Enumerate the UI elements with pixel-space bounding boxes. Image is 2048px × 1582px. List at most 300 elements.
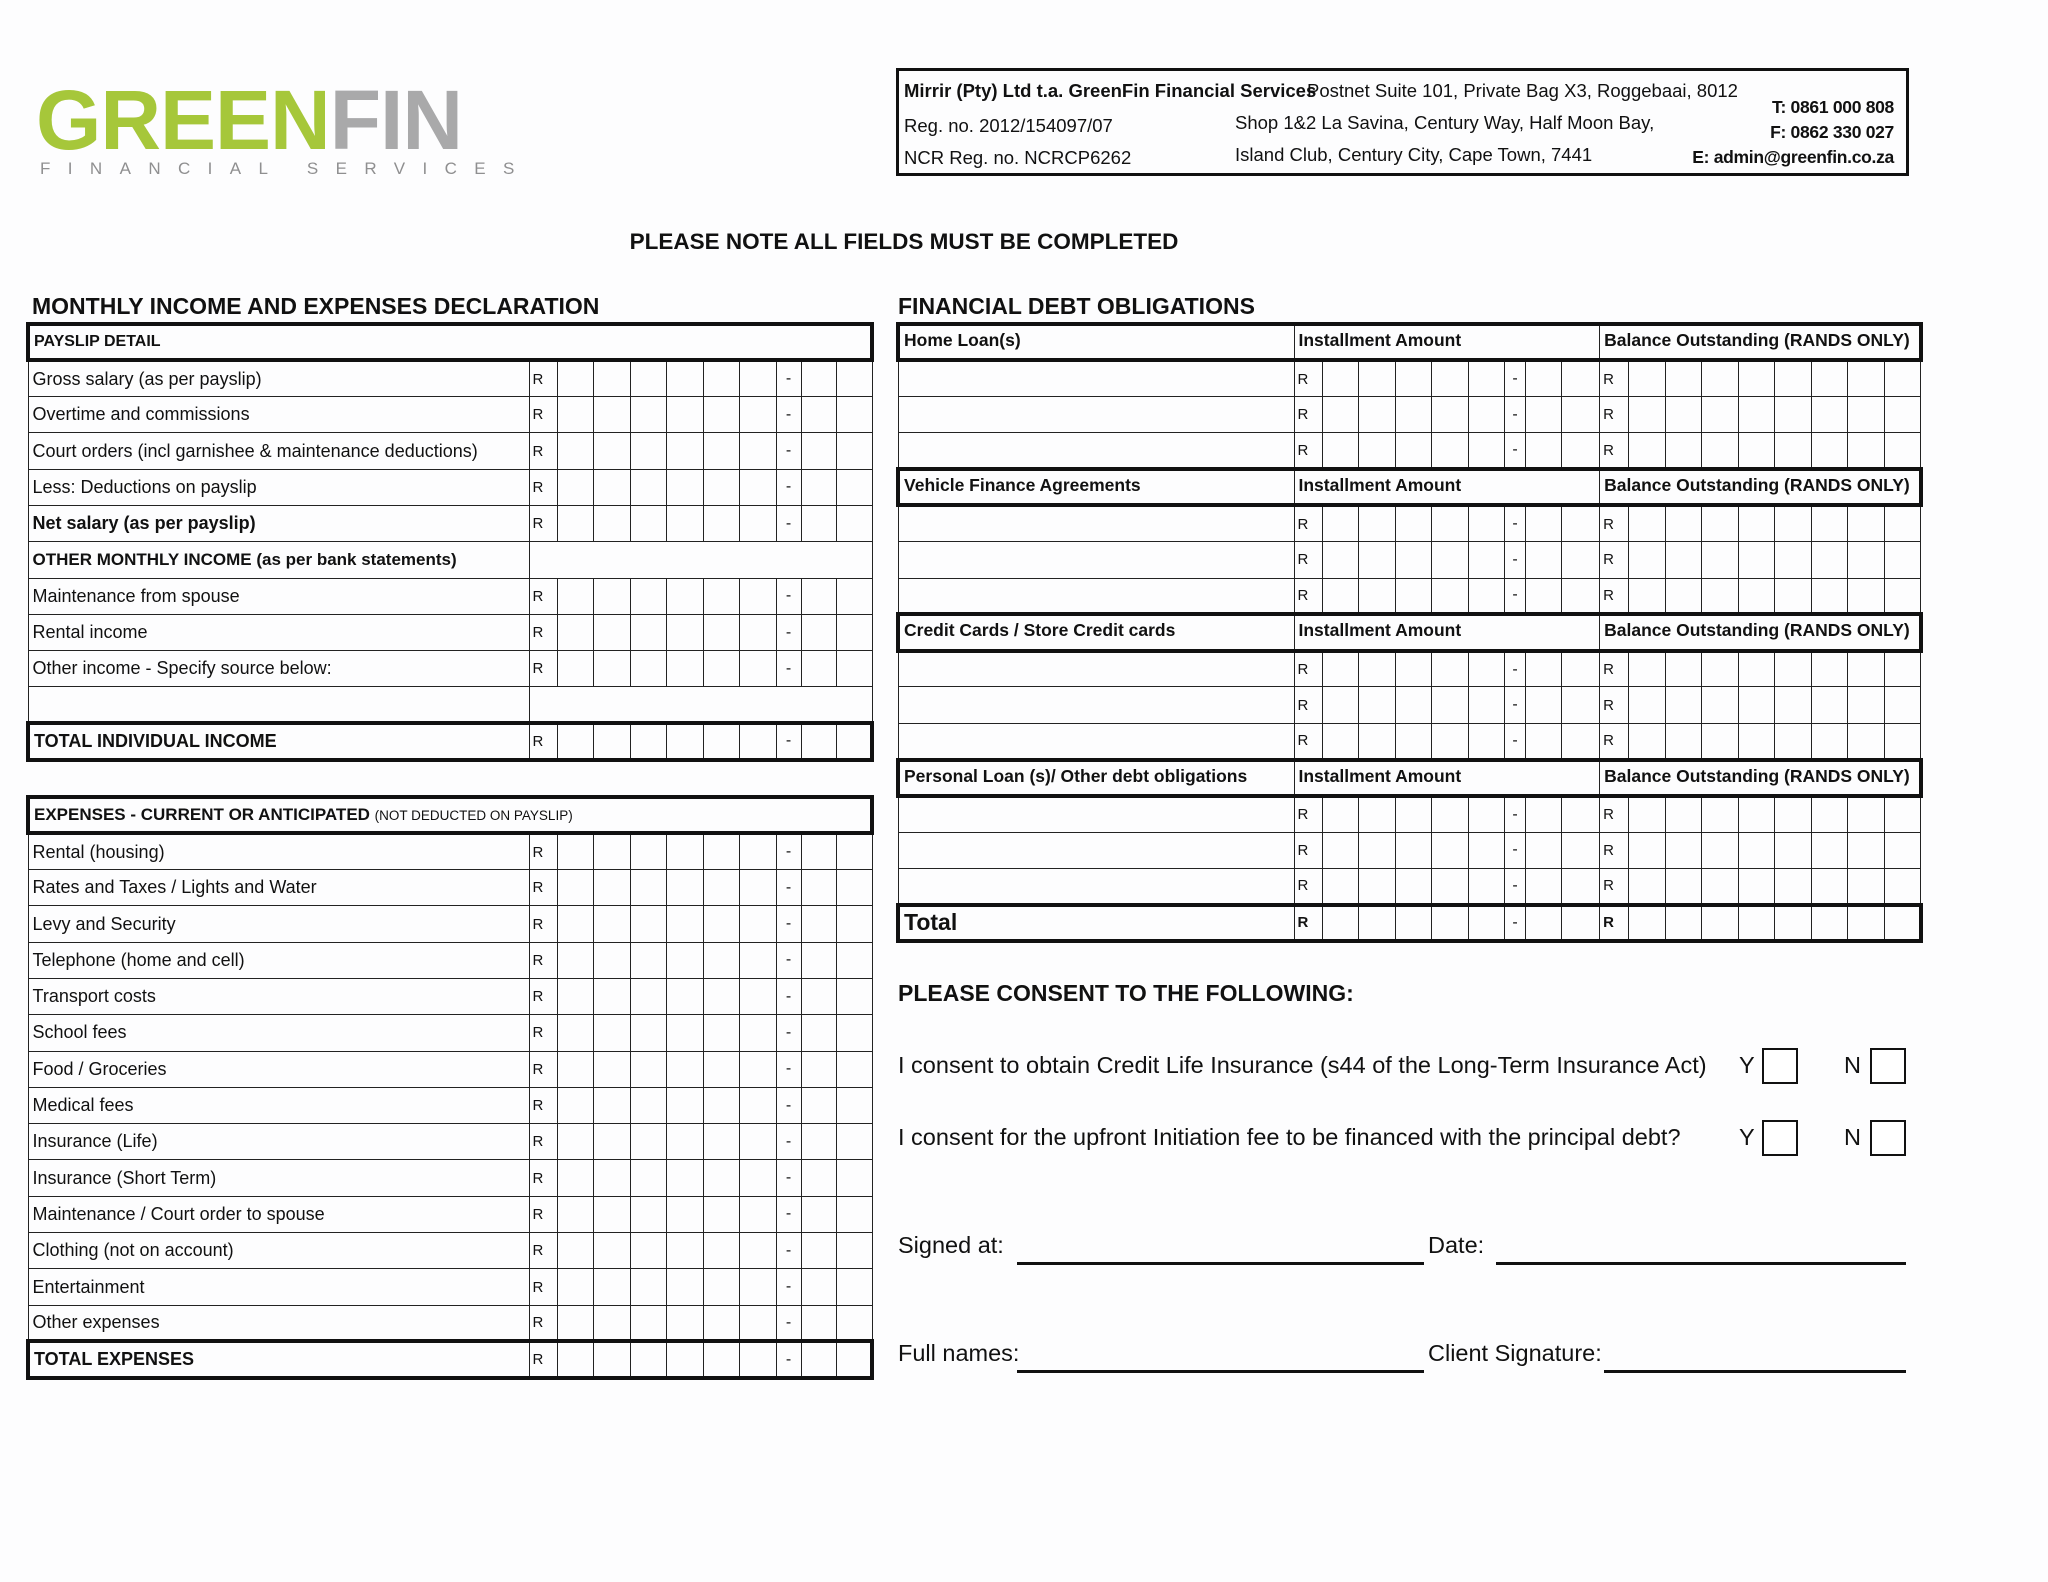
amount-digit-box[interactable] (557, 1305, 594, 1341)
balance-digit-box[interactable] (1738, 687, 1775, 723)
amount-digit-box[interactable] (557, 1015, 594, 1051)
balance-digit-box[interactable] (1775, 505, 1812, 541)
cents-digit-box[interactable] (836, 1269, 872, 1305)
balance-digit-box[interactable] (1811, 542, 1848, 578)
installment-digit-box[interactable] (1432, 723, 1469, 759)
amount-digit-box[interactable] (703, 906, 740, 942)
signed-at-line[interactable] (1017, 1262, 1424, 1265)
balance-digit-box[interactable] (1702, 360, 1739, 396)
balance-digit-box[interactable] (1738, 433, 1775, 469)
amount-digit-box[interactable] (703, 469, 740, 505)
debt-description-field[interactable] (898, 433, 1294, 469)
amount-digit-box[interactable] (740, 1051, 777, 1087)
amount-digit-box[interactable] (557, 578, 594, 614)
balance-digit-box[interactable] (1702, 542, 1739, 578)
consent-2-no-checkbox[interactable] (1870, 1120, 1906, 1156)
amount-digit-box[interactable] (594, 614, 631, 650)
balance-digit-box[interactable] (1665, 433, 1702, 469)
amount-digit-box[interactable] (630, 1124, 667, 1160)
amount-digit-box[interactable] (703, 651, 740, 687)
amount-digit-box[interactable] (740, 578, 777, 614)
amount-digit-box[interactable] (594, 906, 631, 942)
balance-digit-box[interactable] (1811, 687, 1848, 723)
installment-digit-box[interactable] (1432, 687, 1469, 723)
cents-digit-box[interactable] (836, 614, 872, 650)
amount-digit-box[interactable] (594, 833, 631, 869)
amount-digit-box[interactable] (703, 942, 740, 978)
installment-cents-box[interactable] (1562, 578, 1600, 614)
balance-digit-box[interactable] (1665, 397, 1702, 433)
installment-digit-box[interactable] (1432, 360, 1469, 396)
amount-digit-box[interactable] (557, 1196, 594, 1232)
amount-digit-box[interactable] (740, 360, 777, 396)
amount-digit-box[interactable] (667, 1087, 704, 1123)
debt-description-field[interactable] (898, 687, 1294, 723)
amount-digit-box[interactable] (740, 1124, 777, 1160)
installment-digit-box[interactable] (1322, 542, 1359, 578)
amount-digit-box[interactable] (667, 1015, 704, 1051)
amount-digit-box[interactable] (703, 870, 740, 906)
installment-digit-box[interactable] (1322, 578, 1359, 614)
amount-digit-box[interactable] (667, 1160, 704, 1196)
cents-digit-box[interactable] (836, 1015, 872, 1051)
installment-digit-box[interactable] (1359, 651, 1396, 687)
balance-digit-box[interactable] (1811, 433, 1848, 469)
installment-digit-box[interactable] (1468, 505, 1505, 541)
amount-digit-box[interactable] (740, 833, 777, 869)
balance-digit-box[interactable] (1665, 360, 1702, 396)
cents-digit-box[interactable] (801, 614, 836, 650)
amount-digit-box[interactable] (703, 1087, 740, 1123)
balance-digit-box[interactable] (1665, 796, 1702, 832)
balance-digit-box[interactable] (1665, 687, 1702, 723)
installment-digit-box[interactable] (1395, 505, 1432, 541)
installment-digit-box[interactable] (1359, 905, 1396, 941)
amount-digit-box[interactable] (667, 833, 704, 869)
installment-digit-box[interactable] (1322, 687, 1359, 723)
balance-digit-box[interactable] (1775, 687, 1812, 723)
amount-digit-box[interactable] (740, 1305, 777, 1341)
amount-digit-box[interactable] (667, 978, 704, 1014)
balance-digit-box[interactable] (1702, 723, 1739, 759)
installment-cents-box[interactable] (1526, 723, 1562, 759)
amount-digit-box[interactable] (703, 505, 740, 541)
debt-description-field[interactable] (898, 796, 1294, 832)
installment-cents-box[interactable] (1562, 397, 1600, 433)
balance-digit-box[interactable] (1848, 651, 1885, 687)
installment-digit-box[interactable] (1322, 505, 1359, 541)
amount-digit-box[interactable] (630, 1015, 667, 1051)
amount-digit-box[interactable] (630, 360, 667, 396)
balance-digit-box[interactable] (1884, 723, 1921, 759)
amount-digit-box[interactable] (740, 651, 777, 687)
balance-digit-box[interactable] (1811, 868, 1848, 904)
cents-digit-box[interactable] (801, 505, 836, 541)
cents-digit-box[interactable] (836, 469, 872, 505)
cents-digit-box[interactable] (801, 723, 836, 759)
amount-digit-box[interactable] (740, 723, 777, 759)
installment-cents-box[interactable] (1562, 905, 1600, 941)
installment-digit-box[interactable] (1359, 868, 1396, 904)
amount-digit-box[interactable] (630, 1233, 667, 1269)
installment-digit-box[interactable] (1359, 542, 1396, 578)
installment-digit-box[interactable] (1322, 796, 1359, 832)
balance-digit-box[interactable] (1629, 868, 1666, 904)
balance-digit-box[interactable] (1884, 832, 1921, 868)
installment-cents-box[interactable] (1526, 905, 1562, 941)
installment-cents-box[interactable] (1526, 651, 1562, 687)
balance-digit-box[interactable] (1884, 905, 1921, 941)
installment-cents-box[interactable] (1562, 687, 1600, 723)
amount-digit-box[interactable] (594, 1124, 631, 1160)
date-line[interactable] (1496, 1262, 1906, 1265)
installment-digit-box[interactable] (1432, 542, 1469, 578)
balance-digit-box[interactable] (1884, 542, 1921, 578)
cents-digit-box[interactable] (801, 651, 836, 687)
installment-digit-box[interactable] (1395, 433, 1432, 469)
cents-digit-box[interactable] (836, 397, 872, 433)
installment-digit-box[interactable] (1322, 360, 1359, 396)
cents-digit-box[interactable] (836, 978, 872, 1014)
installment-digit-box[interactable] (1322, 832, 1359, 868)
installment-digit-box[interactable] (1359, 578, 1396, 614)
balance-digit-box[interactable] (1629, 505, 1666, 541)
installment-cents-box[interactable] (1562, 796, 1600, 832)
balance-digit-box[interactable] (1775, 796, 1812, 832)
amount-digit-box[interactable] (630, 1160, 667, 1196)
balance-digit-box[interactable] (1629, 397, 1666, 433)
cents-digit-box[interactable] (801, 469, 836, 505)
balance-digit-box[interactable] (1848, 578, 1885, 614)
cents-digit-box[interactable] (801, 906, 836, 942)
balance-digit-box[interactable] (1884, 397, 1921, 433)
balance-digit-box[interactable] (1629, 723, 1666, 759)
balance-digit-box[interactable] (1884, 360, 1921, 396)
balance-digit-box[interactable] (1811, 505, 1848, 541)
installment-digit-box[interactable] (1395, 397, 1432, 433)
balance-digit-box[interactable] (1775, 360, 1812, 396)
balance-digit-box[interactable] (1665, 578, 1702, 614)
balance-digit-box[interactable] (1811, 651, 1848, 687)
cents-digit-box[interactable] (801, 1269, 836, 1305)
balance-digit-box[interactable] (1702, 397, 1739, 433)
amount-digit-box[interactable] (594, 1196, 631, 1232)
amount-digit-box[interactable] (594, 942, 631, 978)
amount-digit-box[interactable] (667, 1051, 704, 1087)
installment-digit-box[interactable] (1359, 796, 1396, 832)
cents-digit-box[interactable] (801, 578, 836, 614)
other-income-source-field[interactable] (28, 687, 529, 723)
cents-digit-box[interactable] (801, 1015, 836, 1051)
installment-digit-box[interactable] (1468, 360, 1505, 396)
cents-digit-box[interactable] (801, 870, 836, 906)
amount-digit-box[interactable] (740, 397, 777, 433)
cents-digit-box[interactable] (801, 1051, 836, 1087)
cents-digit-box[interactable] (836, 1051, 872, 1087)
amount-digit-box[interactable] (557, 833, 594, 869)
installment-digit-box[interactable] (1395, 868, 1432, 904)
amount-digit-box[interactable] (667, 505, 704, 541)
cents-digit-box[interactable] (801, 360, 836, 396)
installment-digit-box[interactable] (1395, 905, 1432, 941)
balance-digit-box[interactable] (1775, 723, 1812, 759)
balance-digit-box[interactable] (1884, 796, 1921, 832)
balance-digit-box[interactable] (1629, 832, 1666, 868)
amount-digit-box[interactable] (667, 906, 704, 942)
amount-digit-box[interactable] (667, 433, 704, 469)
cents-digit-box[interactable] (836, 1160, 872, 1196)
debt-description-field[interactable] (898, 723, 1294, 759)
amount-digit-box[interactable] (740, 505, 777, 541)
balance-digit-box[interactable] (1665, 505, 1702, 541)
amount-digit-box[interactable] (667, 723, 704, 759)
amount-digit-box[interactable] (667, 360, 704, 396)
amount-digit-box[interactable] (740, 614, 777, 650)
installment-digit-box[interactable] (1359, 397, 1396, 433)
balance-digit-box[interactable] (1702, 868, 1739, 904)
balance-digit-box[interactable] (1811, 832, 1848, 868)
installment-digit-box[interactable] (1432, 505, 1469, 541)
cents-digit-box[interactable] (801, 1087, 836, 1123)
cents-digit-box[interactable] (836, 1087, 872, 1123)
debt-description-field[interactable] (898, 868, 1294, 904)
debt-description-field[interactable] (898, 542, 1294, 578)
amount-digit-box[interactable] (557, 1341, 594, 1377)
amount-digit-box[interactable] (667, 1196, 704, 1232)
amount-digit-box[interactable] (740, 1160, 777, 1196)
amount-digit-box[interactable] (557, 433, 594, 469)
installment-digit-box[interactable] (1395, 687, 1432, 723)
installment-digit-box[interactable] (1395, 542, 1432, 578)
amount-digit-box[interactable] (594, 1305, 631, 1341)
installment-digit-box[interactable] (1468, 542, 1505, 578)
amount-digit-box[interactable] (594, 469, 631, 505)
amount-digit-box[interactable] (630, 433, 667, 469)
amount-digit-box[interactable] (630, 942, 667, 978)
amount-digit-box[interactable] (594, 723, 631, 759)
cents-digit-box[interactable] (801, 978, 836, 1014)
balance-digit-box[interactable] (1848, 868, 1885, 904)
installment-digit-box[interactable] (1322, 723, 1359, 759)
installment-digit-box[interactable] (1395, 578, 1432, 614)
installment-cents-box[interactable] (1562, 542, 1600, 578)
installment-digit-box[interactable] (1468, 578, 1505, 614)
installment-cents-box[interactable] (1562, 433, 1600, 469)
balance-digit-box[interactable] (1665, 905, 1702, 941)
amount-digit-box[interactable] (667, 651, 704, 687)
amount-digit-box[interactable] (703, 978, 740, 1014)
installment-cents-box[interactable] (1526, 832, 1562, 868)
balance-digit-box[interactable] (1738, 505, 1775, 541)
balance-digit-box[interactable] (1629, 796, 1666, 832)
amount-digit-box[interactable] (630, 397, 667, 433)
balance-digit-box[interactable] (1629, 360, 1666, 396)
cents-digit-box[interactable] (836, 360, 872, 396)
amount-digit-box[interactable] (703, 1305, 740, 1341)
installment-digit-box[interactable] (1432, 651, 1469, 687)
balance-digit-box[interactable] (1702, 832, 1739, 868)
installment-digit-box[interactable] (1322, 651, 1359, 687)
amount-digit-box[interactable] (703, 614, 740, 650)
balance-digit-box[interactable] (1775, 397, 1812, 433)
amount-digit-box[interactable] (667, 469, 704, 505)
installment-digit-box[interactable] (1395, 651, 1432, 687)
balance-digit-box[interactable] (1884, 433, 1921, 469)
installment-cents-box[interactable] (1526, 360, 1562, 396)
amount-digit-box[interactable] (703, 360, 740, 396)
debt-description-field[interactable] (898, 505, 1294, 541)
amount-digit-box[interactable] (630, 870, 667, 906)
amount-digit-box[interactable] (557, 360, 594, 396)
amount-digit-box[interactable] (740, 978, 777, 1014)
installment-digit-box[interactable] (1468, 723, 1505, 759)
amount-digit-box[interactable] (667, 578, 704, 614)
balance-digit-box[interactable] (1848, 796, 1885, 832)
balance-digit-box[interactable] (1665, 542, 1702, 578)
amount-digit-box[interactable] (740, 942, 777, 978)
amount-digit-box[interactable] (630, 1269, 667, 1305)
installment-digit-box[interactable] (1322, 433, 1359, 469)
amount-digit-box[interactable] (703, 1233, 740, 1269)
balance-digit-box[interactable] (1738, 723, 1775, 759)
amount-digit-box[interactable] (594, 360, 631, 396)
amount-digit-box[interactable] (557, 397, 594, 433)
amount-digit-box[interactable] (630, 469, 667, 505)
debt-description-field[interactable] (898, 397, 1294, 433)
client-signature-line[interactable] (1604, 1370, 1906, 1373)
installment-digit-box[interactable] (1322, 905, 1359, 941)
amount-digit-box[interactable] (667, 1124, 704, 1160)
balance-digit-box[interactable] (1811, 905, 1848, 941)
debt-description-field[interactable] (898, 832, 1294, 868)
balance-digit-box[interactable] (1629, 651, 1666, 687)
amount-digit-box[interactable] (703, 433, 740, 469)
amount-digit-box[interactable] (557, 978, 594, 1014)
other-income-source-blank[interactable] (529, 687, 872, 723)
amount-digit-box[interactable] (557, 651, 594, 687)
cents-digit-box[interactable] (801, 1124, 836, 1160)
debt-description-field[interactable] (898, 578, 1294, 614)
amount-digit-box[interactable] (594, 1015, 631, 1051)
cents-digit-box[interactable] (836, 1196, 872, 1232)
balance-digit-box[interactable] (1702, 578, 1739, 614)
installment-digit-box[interactable] (1432, 868, 1469, 904)
installment-digit-box[interactable] (1468, 868, 1505, 904)
balance-digit-box[interactable] (1665, 723, 1702, 759)
balance-digit-box[interactable] (1884, 651, 1921, 687)
installment-cents-box[interactable] (1562, 868, 1600, 904)
balance-digit-box[interactable] (1884, 505, 1921, 541)
amount-digit-box[interactable] (740, 1233, 777, 1269)
debt-description-field[interactable] (898, 360, 1294, 396)
amount-digit-box[interactable] (740, 1087, 777, 1123)
amount-digit-box[interactable] (667, 942, 704, 978)
installment-cents-box[interactable] (1526, 796, 1562, 832)
installment-cents-box[interactable] (1562, 360, 1600, 396)
cents-digit-box[interactable] (836, 578, 872, 614)
amount-digit-box[interactable] (594, 1233, 631, 1269)
installment-cents-box[interactable] (1526, 397, 1562, 433)
cents-digit-box[interactable] (836, 433, 872, 469)
cents-digit-box[interactable] (801, 1233, 836, 1269)
amount-digit-box[interactable] (740, 870, 777, 906)
installment-digit-box[interactable] (1432, 832, 1469, 868)
cents-digit-box[interactable] (801, 942, 836, 978)
amount-digit-box[interactable] (557, 906, 594, 942)
installment-digit-box[interactable] (1395, 360, 1432, 396)
amount-digit-box[interactable] (630, 1196, 667, 1232)
amount-digit-box[interactable] (667, 870, 704, 906)
amount-digit-box[interactable] (594, 1087, 631, 1123)
amount-digit-box[interactable] (630, 578, 667, 614)
balance-digit-box[interactable] (1848, 905, 1885, 941)
balance-digit-box[interactable] (1775, 651, 1812, 687)
amount-digit-box[interactable] (667, 614, 704, 650)
installment-cents-box[interactable] (1526, 868, 1562, 904)
balance-digit-box[interactable] (1775, 905, 1812, 941)
full-names-line[interactable] (1017, 1370, 1424, 1373)
amount-digit-box[interactable] (703, 833, 740, 869)
consent-2-yes-checkbox[interactable] (1762, 1120, 1798, 1156)
amount-digit-box[interactable] (557, 1051, 594, 1087)
balance-digit-box[interactable] (1884, 868, 1921, 904)
amount-digit-box[interactable] (557, 1160, 594, 1196)
installment-cents-box[interactable] (1562, 832, 1600, 868)
installment-digit-box[interactable] (1359, 433, 1396, 469)
amount-digit-box[interactable] (740, 469, 777, 505)
installment-digit-box[interactable] (1395, 832, 1432, 868)
amount-digit-box[interactable] (594, 397, 631, 433)
balance-digit-box[interactable] (1629, 542, 1666, 578)
balance-digit-box[interactable] (1811, 796, 1848, 832)
balance-digit-box[interactable] (1665, 868, 1702, 904)
amount-digit-box[interactable] (703, 1269, 740, 1305)
amount-digit-box[interactable] (703, 1124, 740, 1160)
balance-digit-box[interactable] (1738, 651, 1775, 687)
installment-digit-box[interactable] (1359, 360, 1396, 396)
amount-digit-box[interactable] (667, 1269, 704, 1305)
installment-digit-box[interactable] (1359, 832, 1396, 868)
cents-digit-box[interactable] (801, 397, 836, 433)
consent-1-no-checkbox[interactable] (1870, 1048, 1906, 1084)
installment-digit-box[interactable] (1359, 687, 1396, 723)
amount-digit-box[interactable] (667, 397, 704, 433)
amount-digit-box[interactable] (630, 978, 667, 1014)
installment-digit-box[interactable] (1432, 433, 1469, 469)
installment-cents-box[interactable] (1562, 651, 1600, 687)
installment-digit-box[interactable] (1395, 796, 1432, 832)
amount-digit-box[interactable] (703, 1160, 740, 1196)
installment-digit-box[interactable] (1432, 796, 1469, 832)
balance-digit-box[interactable] (1848, 723, 1885, 759)
amount-digit-box[interactable] (667, 1341, 704, 1377)
balance-digit-box[interactable] (1884, 687, 1921, 723)
amount-digit-box[interactable] (557, 942, 594, 978)
cents-digit-box[interactable] (836, 833, 872, 869)
installment-digit-box[interactable] (1395, 723, 1432, 759)
installment-cents-box[interactable] (1526, 505, 1562, 541)
amount-digit-box[interactable] (630, 906, 667, 942)
amount-digit-box[interactable] (594, 1160, 631, 1196)
amount-digit-box[interactable] (557, 1269, 594, 1305)
amount-digit-box[interactable] (703, 578, 740, 614)
amount-digit-box[interactable] (557, 469, 594, 505)
balance-digit-box[interactable] (1775, 832, 1812, 868)
balance-digit-box[interactable] (1629, 433, 1666, 469)
balance-digit-box[interactable] (1702, 505, 1739, 541)
amount-digit-box[interactable] (740, 1015, 777, 1051)
installment-cents-box[interactable] (1526, 542, 1562, 578)
